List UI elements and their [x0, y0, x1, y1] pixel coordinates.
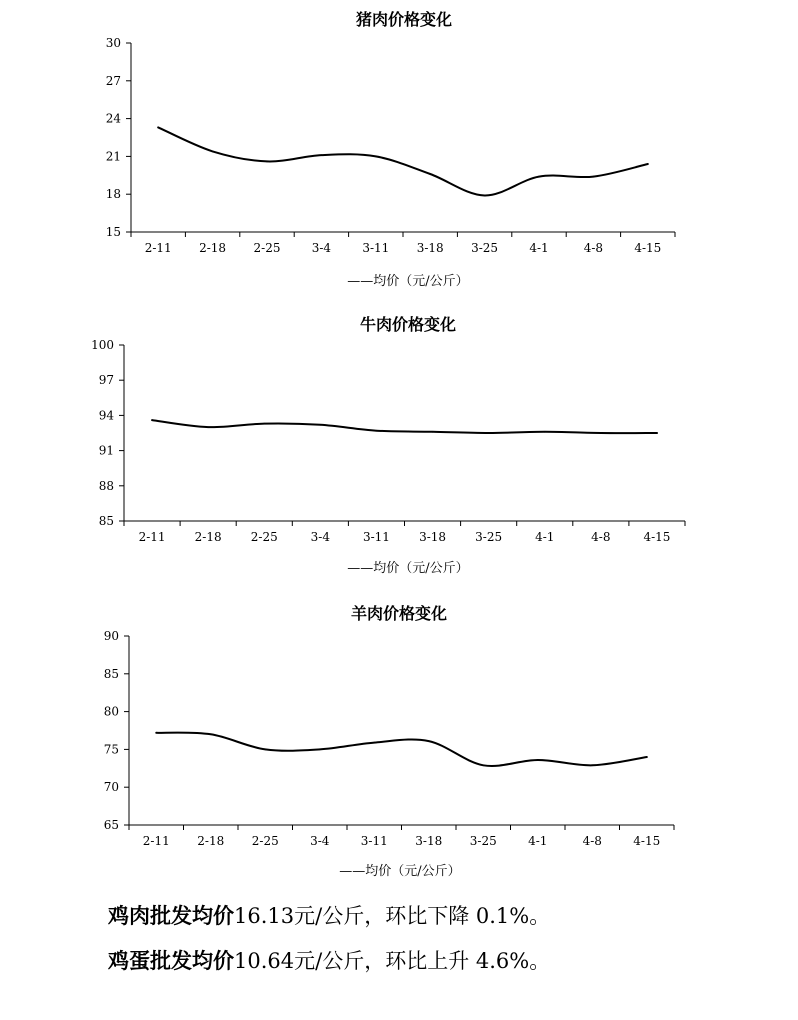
pork-y-tick-label: 30 — [105, 36, 121, 50]
beef-y-tick-label: 85 — [98, 514, 114, 528]
mutton-data-point — [482, 764, 484, 766]
beef-x-tick-label: 3-11 — [362, 530, 390, 544]
mutton-x-tick-label: 3-4 — [310, 834, 330, 848]
pork-y-tick-label: 15 — [105, 225, 121, 239]
mutton-y-tick-label: 75 — [103, 742, 119, 757]
beef-data-point — [263, 423, 265, 425]
beef-data-point — [656, 432, 658, 434]
egg-summary-text: 10.64元/公斤，环比上升 4.6%。 — [234, 949, 551, 973]
beef-legend: ——均价（元/公斤） — [347, 561, 469, 576]
pork-data-point — [484, 195, 486, 197]
beef-data-point — [544, 431, 546, 433]
pork-data-point — [157, 127, 159, 129]
egg-summary-lead: 鸡蛋批发均价 — [108, 948, 234, 973]
beef-chart-title: 牛肉价格变化 — [359, 315, 457, 334]
mutton-chart-svg — [0, 595, 798, 885]
mutton-x-tick-label: 3-25 — [469, 834, 497, 848]
pork-data-point — [538, 176, 540, 178]
beef-y-tick-label: 97 — [98, 373, 114, 388]
mutton-x-tick-label: 2-18 — [197, 834, 225, 848]
mutton-y-tick-label: 70 — [103, 780, 119, 795]
pork-chart-title: 猪肉价格变化 — [355, 10, 453, 29]
pork-legend: ——均价（元/公斤） — [347, 274, 469, 289]
mutton-x-tick-label: 4-1 — [528, 834, 548, 848]
beef-x-tick-label: 3-18 — [419, 530, 447, 544]
mutton-data-point — [210, 733, 212, 735]
mutton-y-tick-label: 65 — [103, 818, 119, 832]
pork-x-tick-label: 3-11 — [362, 241, 390, 255]
beef-x-tick-label: 4-8 — [591, 530, 611, 544]
pork-y-tick-label: 18 — [105, 187, 121, 202]
mutton-x-tick-label: 3-18 — [415, 834, 443, 848]
pork-y-tick-label: 24 — [105, 111, 121, 126]
mutton-data-point — [428, 740, 430, 742]
mutton-x-tick-label: 2-25 — [251, 834, 279, 848]
beef-x-tick-label: 3-4 — [310, 530, 331, 544]
chicken-price-summary — [108, 900, 550, 930]
mutton-y-tick-label: 80 — [103, 704, 119, 719]
pork-x-tick-label: 4-1 — [529, 241, 549, 255]
pork-x-tick-label: 4-8 — [583, 241, 604, 255]
beef-y-tick-label: 91 — [98, 443, 114, 458]
pork-x-tick-label: 3-25 — [471, 241, 499, 255]
mutton-price-line — [156, 733, 647, 766]
pork-x-tick-label: 2-18 — [199, 241, 227, 255]
beef-data-point — [151, 419, 153, 421]
beef-y-tick-label: 94 — [98, 408, 114, 423]
beef-x-tick-label: 2-11 — [138, 530, 166, 544]
mutton-y-tick-label: 90 — [103, 629, 119, 643]
mutton-price-chart — [0, 595, 798, 885]
chicken-summary-text: 16.13元/公斤，环比下降 0.1%。 — [234, 904, 551, 928]
mutton-x-tick-label: 4-15 — [633, 834, 661, 848]
beef-y-tick-label: 100 — [91, 338, 114, 352]
chicken-summary-lead: 鸡肉批发均价 — [108, 903, 234, 928]
mutton-x-tick-label: 2-11 — [142, 834, 170, 848]
pork-data-point — [593, 176, 595, 178]
beef-x-tick-label: 3-25 — [475, 530, 503, 544]
mutton-data-point — [319, 749, 321, 751]
pork-x-tick-label: 2-11 — [144, 241, 172, 255]
mutton-data-point — [264, 749, 266, 751]
beef-x-tick-label: 4-15 — [643, 530, 671, 544]
beef-data-point — [488, 432, 490, 434]
pork-chart-svg — [0, 0, 798, 300]
beef-x-tick-label: 2-25 — [250, 530, 278, 544]
mutton-data-point — [646, 756, 648, 758]
pork-data-point — [321, 154, 323, 156]
mutton-chart-title: 羊肉价格变化 — [350, 604, 448, 623]
beef-data-point — [376, 430, 378, 432]
beef-data-point — [207, 426, 209, 428]
mutton-legend: ——均价（元/公斤） — [339, 864, 461, 879]
beef-price-chart — [0, 305, 798, 590]
pork-price-line — [158, 127, 648, 195]
pork-x-tick-label: 4-15 — [634, 241, 662, 255]
mutton-x-tick-label: 4-8 — [582, 834, 602, 848]
pork-y-tick-label: 21 — [105, 149, 121, 164]
beef-x-tick-label: 2-18 — [194, 530, 222, 544]
beef-chart-svg — [0, 305, 798, 590]
mutton-y-tick-label: 85 — [103, 666, 119, 681]
pork-data-point — [266, 161, 268, 163]
beef-price-line — [152, 420, 657, 433]
pork-price-chart — [0, 0, 798, 300]
pork-data-point — [429, 173, 431, 175]
egg-price-summary — [108, 945, 550, 975]
pork-data-point — [647, 163, 649, 165]
pork-x-tick-label: 3-4 — [311, 241, 332, 255]
mutton-data-point — [155, 732, 157, 734]
mutton-data-point — [373, 742, 375, 744]
pork-x-tick-label: 3-18 — [416, 241, 444, 255]
beef-y-tick-label: 88 — [98, 478, 114, 493]
beef-data-point — [600, 432, 602, 434]
pork-y-tick-label: 27 — [105, 73, 121, 88]
pork-x-tick-label: 2-25 — [253, 241, 281, 255]
mutton-x-tick-label: 3-11 — [360, 834, 388, 848]
beef-data-point — [432, 431, 434, 433]
pork-data-point — [212, 151, 214, 153]
beef-x-tick-label: 4-1 — [535, 530, 555, 544]
beef-data-point — [320, 424, 322, 426]
pork-data-point — [375, 156, 377, 158]
mutton-data-point — [537, 759, 539, 761]
mutton-data-point — [591, 764, 593, 766]
